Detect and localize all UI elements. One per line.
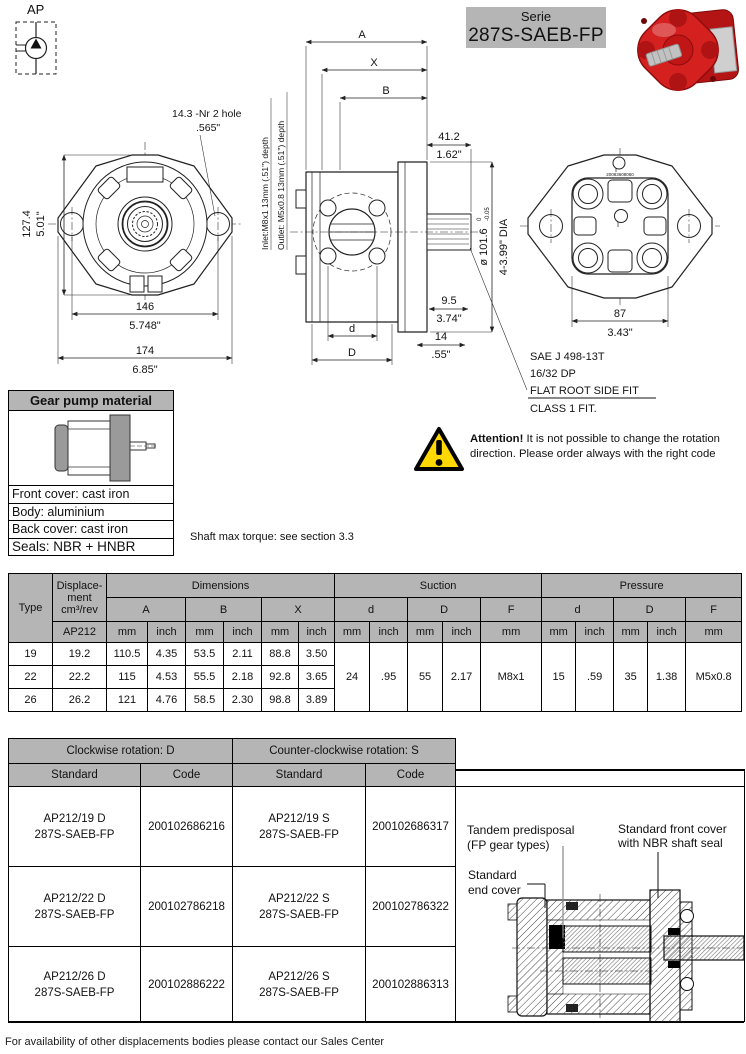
data-cell: 19 — [9, 643, 53, 666]
col-header-displacement — [53, 574, 107, 622]
dim-dia-tol-bot: -0.05 — [485, 207, 491, 221]
panel-top-line — [455, 769, 744, 771]
cw-rotation-header: Clockwise rotation: D — [9, 739, 233, 764]
material-row: Seals: NBR + HNBR — [12, 538, 136, 554]
dim-label-x: X — [370, 57, 378, 69]
unit-header: mm — [686, 622, 742, 643]
casting-mark: 20083608060 — [606, 172, 634, 177]
table-row — [9, 947, 456, 1023]
data-cell: .59 — [576, 643, 614, 712]
data-cell: 88.8 — [262, 643, 299, 666]
front-cover-label: Standard front cover with NBR shaft seal — [618, 822, 727, 850]
code-header: Code — [141, 764, 233, 787]
codes-table — [8, 738, 456, 1023]
dim-87-mm: 87 — [613, 308, 627, 320]
standard-cell: AP212/19 S 287S-SAEB-FP — [233, 787, 366, 867]
standard-cell: AP212/26 S 287S-SAEB-FP — [233, 947, 366, 1023]
attention-line2: direction. Please order always with the right code — [470, 448, 716, 460]
dim-127-mm: 127.4 — [21, 210, 33, 238]
code-cell: 200102886222 — [141, 947, 233, 1023]
col-header-x: X — [262, 598, 335, 622]
material-box — [8, 390, 174, 556]
data-cell: 121 — [107, 689, 148, 712]
serie-header — [466, 7, 606, 48]
serie-code: 287S-SAEB-FP — [468, 25, 604, 46]
disp-line1: Displace- — [56, 579, 103, 592]
unit-header: mm — [614, 622, 648, 643]
footer-note: For availability of other displacements bodies please contact our Sales Center — [5, 1036, 385, 1048]
data-cell: 19.2 — [53, 643, 107, 666]
dim-95-in: 3.74" — [436, 313, 462, 325]
code-cell: 200102686216 — [141, 787, 233, 867]
port-notes — [260, 92, 287, 250]
pump-side-icon — [9, 411, 171, 485]
unit-header: mm — [186, 622, 224, 643]
col-header-pressure-dd: D — [614, 598, 686, 622]
unit-header: inch — [148, 622, 186, 643]
col-header-pressure-f: F — [686, 598, 742, 622]
table-row — [9, 643, 742, 666]
attention-note — [470, 432, 720, 462]
shaft-torque-note: Shaft max torque: see section 3.3 — [190, 531, 354, 543]
hole-note-line2: .565" — [196, 122, 221, 134]
table-row — [9, 787, 456, 867]
code-cell: 200102686317 — [366, 787, 456, 867]
data-cell: 2.17 — [443, 643, 481, 712]
standard-header: Standard — [9, 764, 141, 787]
standard-header: Standard — [233, 764, 366, 787]
spline-note-2: 16/32 DP — [530, 368, 576, 380]
unit-header: mm — [408, 622, 443, 643]
standard-cell: AP212/22 S 287S-SAEB-FP — [233, 867, 366, 947]
dim-dia-in: 4-3.99" DIA — [498, 218, 510, 276]
dim-174-in: 6.85" — [132, 364, 158, 376]
dim-41-mm: 41.2 — [438, 131, 460, 143]
data-cell: 35 — [614, 643, 648, 712]
unit-header: mm — [481, 622, 542, 643]
data-cell: 2.30 — [224, 689, 262, 712]
dim-41-in: 1.62" — [436, 149, 462, 161]
data-cell: 22 — [9, 666, 53, 689]
dim-14-in: .55" — [431, 349, 451, 361]
subheader-ap212: AP212 — [53, 622, 107, 643]
data-cell: 3.89 — [299, 689, 335, 712]
group-header-suction: Suction — [335, 574, 542, 598]
data-cell: 3.50 — [299, 643, 335, 666]
ccw-rotation-header: Counter-clockwise rotation: S — [233, 739, 456, 764]
hole-note-line1: 14.3 -Nr 2 hole — [172, 108, 242, 120]
unit-header: mm — [335, 622, 370, 643]
data-cell: M5x0.8 — [686, 643, 742, 712]
col-header-suction-f: F — [481, 598, 542, 622]
data-cell: 115 — [107, 666, 148, 689]
data-cell: 4.35 — [148, 643, 186, 666]
unit-header: inch — [224, 622, 262, 643]
unit-header: mm — [542, 622, 576, 643]
code-header: Code — [366, 764, 456, 787]
rear-view — [520, 148, 720, 339]
material-box-title: Gear pump material — [9, 391, 173, 411]
dim-label-d-big: D — [348, 347, 356, 359]
data-cell: 2.11 — [224, 643, 262, 666]
disp-line2: ment — [67, 591, 92, 604]
col-header-a: A — [107, 598, 186, 622]
unit-header: mm — [107, 622, 148, 643]
unit-header: inch — [370, 622, 408, 643]
table-row — [9, 867, 456, 947]
material-row: Back cover: cast iron — [9, 521, 173, 539]
side-view — [290, 29, 510, 365]
data-cell: 110.5 — [107, 643, 148, 666]
data-cell: 58.5 — [186, 689, 224, 712]
serie-label: Serie — [520, 9, 552, 24]
code-cell: 200102786322 — [366, 867, 456, 947]
standard-cell: AP212/22 D 287S-SAEB-FP — [9, 867, 141, 947]
data-cell: 55.5 — [186, 666, 224, 689]
outlet-note: Outlet: M5x0.8 13mm (.51") depth — [276, 120, 286, 250]
data-cell: M8x1 — [481, 643, 542, 712]
standard-cell: AP212/26 D 287S-SAEB-FP — [9, 947, 141, 1023]
data-cell: 26.2 — [53, 689, 107, 712]
material-box-illustration — [9, 411, 173, 486]
dim-95-mm: 9.5 — [441, 295, 457, 307]
standard-cell: AP212/19 D 287S-SAEB-FP — [9, 787, 141, 867]
dim-174-mm: 174 — [135, 345, 155, 357]
unit-header: mm — [262, 622, 299, 643]
data-cell: 4.53 — [148, 666, 186, 689]
unit-header: inch — [443, 622, 481, 643]
col-header-suction-dd: D — [408, 598, 481, 622]
dim-dia-mm: ø 101.6 — [478, 228, 490, 266]
pump-photo — [628, 4, 746, 100]
data-cell: 1.38 — [648, 643, 686, 712]
data-cell: 4.76 — [148, 689, 186, 712]
dim-127-in: 5.01" — [35, 211, 47, 237]
unit-header: inch — [648, 622, 686, 643]
data-cell: 26 — [9, 689, 53, 712]
data-cell: 3.65 — [299, 666, 335, 689]
dim-label-b: B — [382, 85, 390, 97]
group-header-dimensions: Dimensions — [107, 574, 335, 598]
disp-line3: cm³/rev — [61, 603, 98, 616]
attention-line1: It is not possible to change the rotation — [523, 433, 720, 445]
dim-label-d-small: d — [348, 323, 356, 335]
data-cell: 22.2 — [53, 666, 107, 689]
group-header-pressure: Pressure — [542, 574, 742, 598]
col-header-b: B — [186, 598, 262, 622]
dim-87-in: 3.43" — [607, 327, 633, 339]
panel-line — [455, 786, 744, 787]
col-header-suction-d: d — [335, 598, 408, 622]
dimensions-table — [8, 573, 742, 712]
data-cell: 24 — [335, 643, 370, 712]
material-row: Body: aluminium — [9, 504, 173, 522]
dim-146-mm: 146 — [135, 301, 155, 313]
material-row: Front cover: cast iron — [9, 486, 173, 504]
unit-header: inch — [299, 622, 335, 643]
dim-label-a: A — [358, 29, 366, 41]
data-cell: .95 — [370, 643, 408, 712]
attention-title: Attention! — [470, 433, 524, 445]
ap-pump-symbol-icon — [12, 18, 60, 78]
data-cell: 98.8 — [262, 689, 299, 712]
inlet-note: Inlet:M8x1 13mm (.51") depth — [260, 137, 270, 250]
spline-note-3: FLAT ROOT SIDE FIT — [530, 385, 639, 397]
code-cell: 200102786218 — [141, 867, 233, 947]
dim-dia-tol-top: 0 — [477, 217, 483, 221]
dim-14-mm: 14 — [434, 331, 448, 343]
data-cell: 2.18 — [224, 666, 262, 689]
data-cell: 15 — [542, 643, 576, 712]
code-cell: 200102886313 — [366, 947, 456, 1023]
dim-146-in: 5.748" — [129, 320, 161, 332]
section-geometry — [508, 890, 744, 1022]
front-view — [21, 108, 242, 376]
ap-symbol-label: AP — [27, 2, 45, 17]
spline-note-4: CLASS 1 FIT. — [530, 403, 597, 415]
col-header-pressure-d: d — [542, 598, 614, 622]
tandem-label: Tandem predisposal (FP gear types) — [467, 823, 575, 852]
spline-note-1: SAE J 498-13T — [530, 351, 605, 363]
data-cell: 55 — [408, 643, 443, 712]
warning-triangle-icon — [413, 426, 465, 472]
end-cover-label: Standard end cover — [468, 868, 521, 897]
unit-header: inch — [576, 622, 614, 643]
col-header-type: Type — [9, 574, 53, 643]
data-cell: 53.5 — [186, 643, 224, 666]
data-cell: 92.8 — [262, 666, 299, 689]
